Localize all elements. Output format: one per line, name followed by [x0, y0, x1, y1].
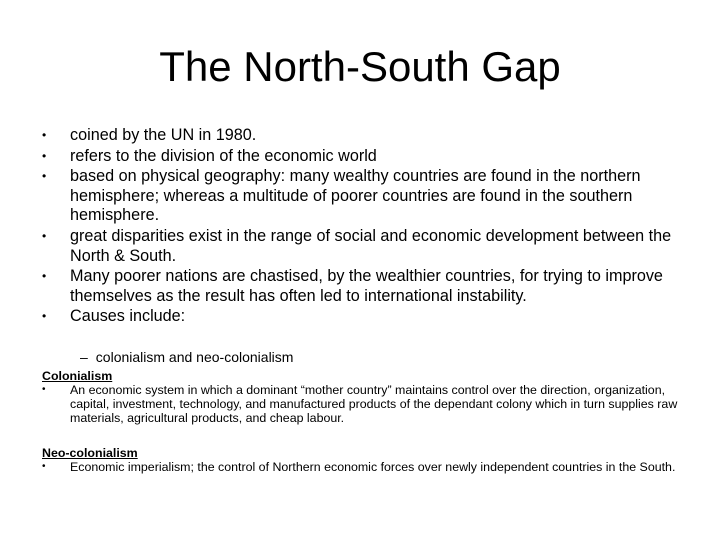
neo-colonialism-section [42, 446, 692, 474]
bullet-list [42, 126, 682, 328]
bullet-icon: • [42, 228, 47, 243]
definition-text: Economic imperialism; the control of Northern economic forces over newly independent countries in the South. [70, 460, 676, 474]
slide-title: The North-South Gap [159, 43, 561, 90]
definition-item [42, 460, 692, 474]
dash-icon: – [80, 349, 88, 365]
bullet-item [42, 147, 682, 167]
bullet-text: coined by the UN in 1980. [70, 126, 257, 144]
bullet-text: refers to the division of the economic world [70, 146, 377, 165]
bullet-icon: • [42, 148, 47, 163]
bullet-icon: • [42, 461, 46, 472]
colonialism-section [42, 369, 692, 425]
section-heading: Neo-colonialism [42, 446, 138, 460]
definition-text: An economic system in which a dominant “mother country” maintains control over the direction, organization, capital, investment, technology, and manufactured products of the dependant colony which in turn supplies raw materials, agricultural products, and cheap labour. [70, 383, 678, 425]
bullet-icon: • [42, 169, 47, 184]
bullet-item [42, 267, 682, 306]
bullet-icon: • [42, 309, 47, 324]
bullet-icon: • [42, 128, 47, 142]
bullet-text: based on physical geography: many wealthy countries are found in the northern hemisphere; whereas a multitude of poorer countries are found in the southern hemisphere. [70, 167, 641, 225]
definition-item [42, 383, 692, 425]
bullet-item [42, 167, 682, 226]
bullet-text: great disparities exist in the range of social and economic development between the North & South. [70, 226, 672, 265]
bullet-text: Causes include: [70, 307, 186, 326]
sub-bullet-text: colonialism and neo-colonialism [95, 349, 294, 365]
bullet-text: Many poorer nations are chastised, by the wealthier countries, for trying to improve themselves as the result has often led to international instability. [70, 267, 663, 305]
bullet-icon: • [42, 269, 47, 284]
bullet-item [42, 126, 682, 146]
section-heading: Colonialism [42, 369, 113, 383]
bullet-item [42, 227, 682, 266]
bullet-item [42, 307, 682, 327]
sub-bullet [80, 348, 293, 366]
bullet-icon: • [42, 384, 46, 395]
